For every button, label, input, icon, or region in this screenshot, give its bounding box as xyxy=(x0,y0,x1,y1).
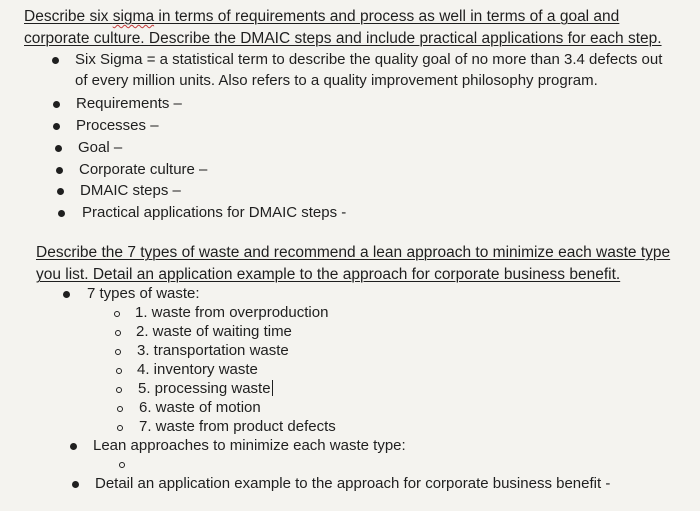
waste-item: 3. transportation waste xyxy=(137,342,289,359)
lean-approaches-label: Lean approaches to minimize each waste type: xyxy=(93,437,406,454)
heading-text: in terms of requirements and process as well in terms of a goal and xyxy=(154,8,620,25)
bullet-text: Goal – xyxy=(78,139,123,156)
heading-text: Describe six xyxy=(24,8,113,25)
sub-bullet-icon xyxy=(119,462,125,468)
question-2-heading: Describe the 7 types of waste and recommend a lean approach to minimize each waste type xyxy=(36,244,671,261)
waste-item: 7. waste from product defects xyxy=(139,418,336,435)
bullet-icon xyxy=(53,123,60,130)
question-2-heading-line-2: you list. Detail an application example to the approach for corporate business benefit. xyxy=(36,266,621,283)
bullet-text: Processes – xyxy=(76,117,159,134)
waste-item: 4. inventory waste xyxy=(137,361,258,378)
waste-item: 1. waste from overproduction xyxy=(135,304,329,321)
bullet-icon xyxy=(70,443,77,450)
bullet-text: Practical applications for DMAIC steps - xyxy=(82,204,347,221)
bullet-icon xyxy=(63,291,70,298)
sub-bullet-icon xyxy=(115,349,121,355)
waste-label: 7 types of waste: xyxy=(87,285,200,302)
sub-bullet-icon xyxy=(116,387,122,393)
bullet-icon xyxy=(52,57,59,64)
text-cursor xyxy=(272,380,273,396)
waste-item-text: 5. processing waste xyxy=(138,380,271,397)
bullet-icon xyxy=(57,188,64,195)
sub-bullet-icon xyxy=(115,330,121,336)
bullet-text: Corporate culture – xyxy=(79,161,208,178)
question-1-heading-line-2: corporate culture. Describe the DMAIC steps and include practical applications for each step. xyxy=(24,30,662,47)
sub-bullet-icon xyxy=(114,311,120,317)
bullet-icon xyxy=(58,210,65,217)
sub-bullet-icon xyxy=(117,406,123,412)
bullet-icon xyxy=(53,101,60,108)
bullet-text: Six Sigma = a statistical term to describe the quality goal of no more than 3.4 defects out xyxy=(75,51,663,68)
bullet-text: DMAIC steps – xyxy=(80,182,181,199)
waste-item-with-cursor xyxy=(138,379,273,399)
bullet-text-continued: of every million units. Also refers to a quality improvement philosophy program. xyxy=(75,72,598,89)
sub-bullet-icon xyxy=(116,368,122,374)
bullet-icon xyxy=(56,167,63,174)
sub-bullet-icon xyxy=(117,425,123,431)
bullet-text: Requirements – xyxy=(76,95,182,112)
waste-item: 2. waste of waiting time xyxy=(136,323,292,340)
question-1-heading xyxy=(24,6,619,28)
misspelled-word: sigma xyxy=(112,8,155,25)
bullet-icon xyxy=(72,481,79,488)
bullet-icon xyxy=(55,145,62,152)
detail-label: Detail an application example to the approach for corporate business benefit - xyxy=(95,475,611,492)
waste-item: 6. waste of motion xyxy=(139,399,261,416)
